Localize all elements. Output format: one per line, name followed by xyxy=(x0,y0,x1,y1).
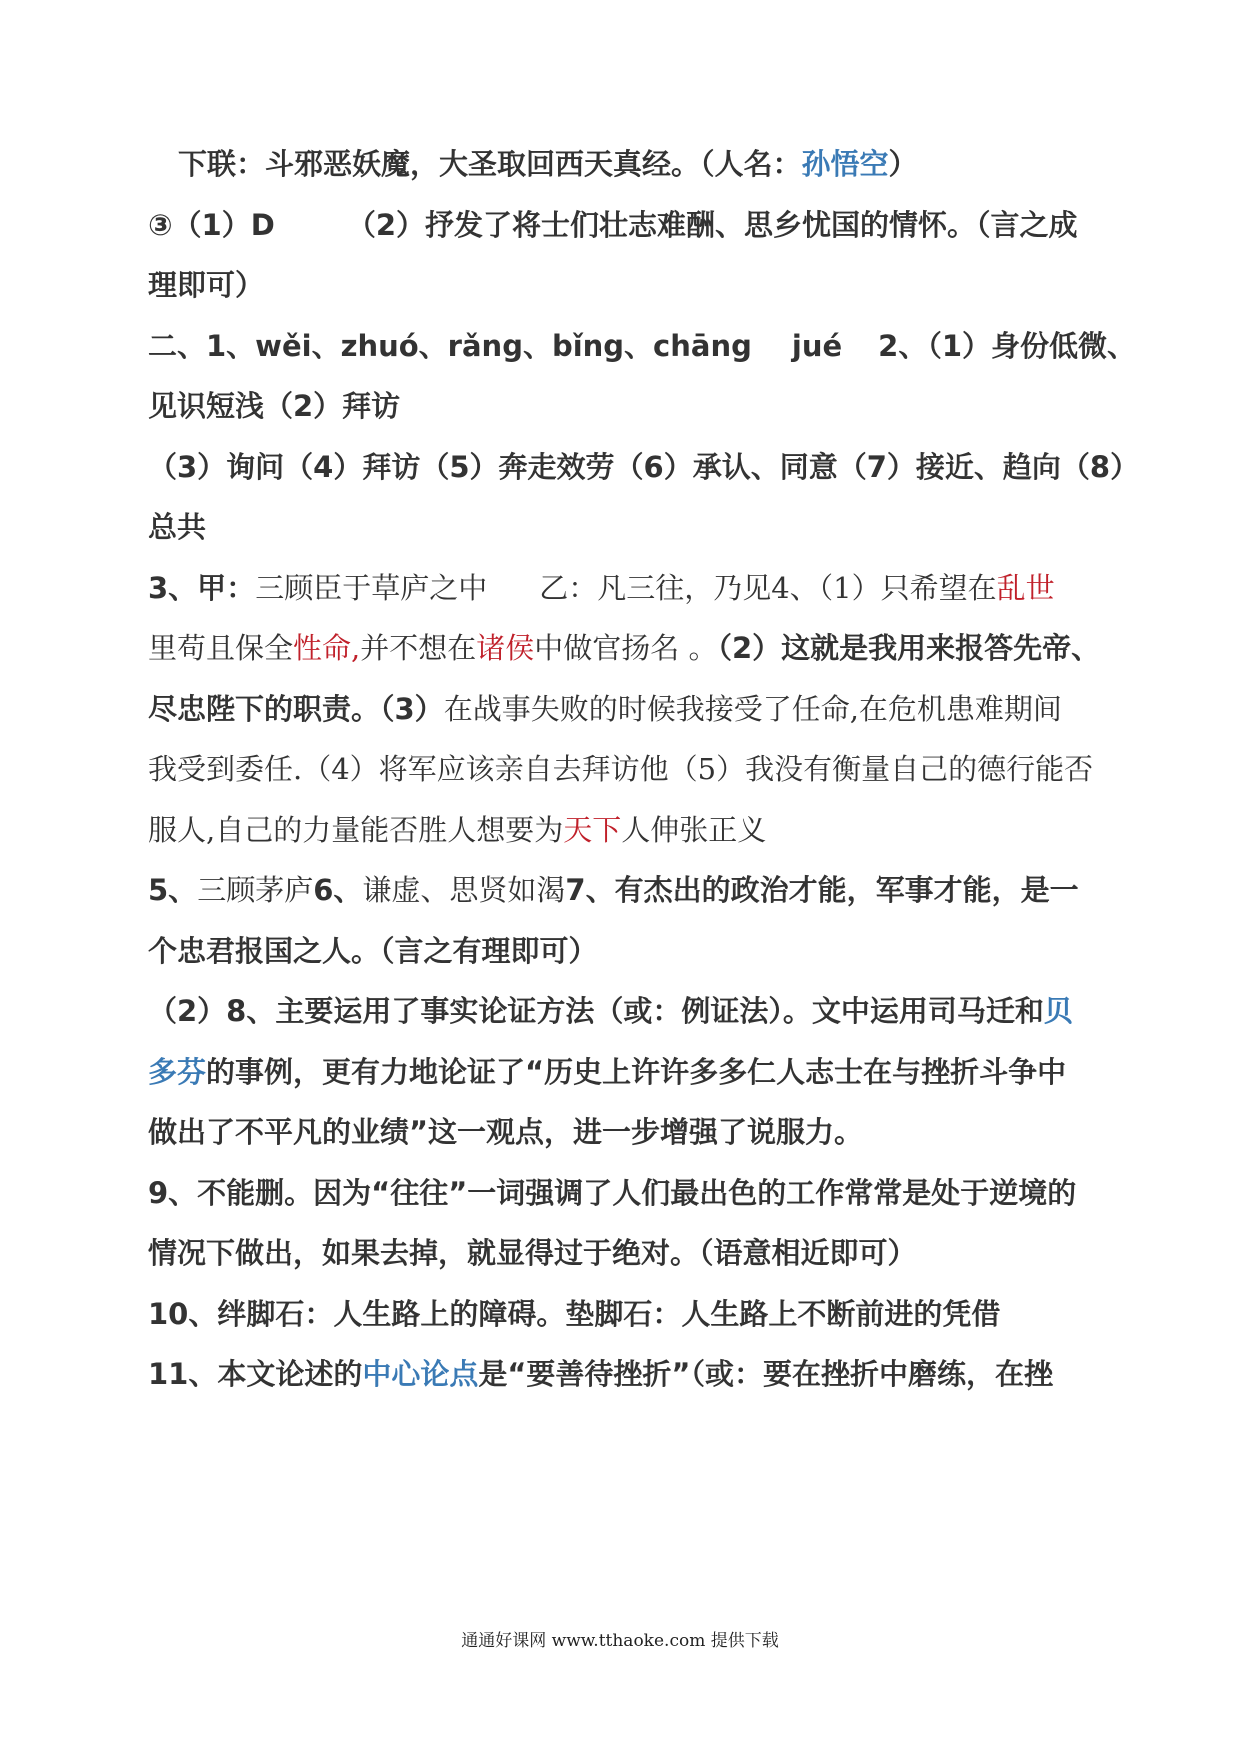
text-segment: （3）询问（4）拜访（5）奔走效劳（6）承认、同意（7）接近、趋向（8） xyxy=(148,450,1140,484)
text-line-9 xyxy=(148,620,1101,676)
text-segment: 我受到委任. xyxy=(148,752,303,786)
text-segment: （2）8、主要运用了事实论证方法（或：例证法）。文中运用司马迁和 xyxy=(148,994,1044,1028)
text-segment: 里苟且保全 xyxy=(148,631,294,665)
text-segment: 并不想在 xyxy=(360,631,477,665)
text-segment: 尽忠陛下的职责。（3） xyxy=(148,692,444,726)
text-segment: 2、（1）身份低微、 xyxy=(878,329,1136,363)
text-segment: 下联：斗邪恶妖魔，大圣取回西天真经。（人名： xyxy=(178,147,802,181)
text-segment: 二、1、wěi、zhuó、rǎng、bǐng、chāng xyxy=(148,329,752,363)
text-segment: jué xyxy=(791,329,843,363)
text-segment: ③（1）D xyxy=(148,208,275,242)
text-line-14 xyxy=(148,923,1098,979)
highlight-tianxia: 天下 xyxy=(563,813,622,847)
text-line-7 xyxy=(148,499,1098,555)
text-line-20 xyxy=(148,1286,1098,1342)
highlight-beiduofen-end: 多芬 xyxy=(148,1055,207,1089)
text-segment: 做出了不平凡的业绩”这一观点，进一步增强了说服力。 xyxy=(148,1115,864,1149)
highlight-beiduofen-start: 贝 xyxy=(1043,994,1073,1028)
text-segment: 在战事失败的时候我接受了任命,在危机患难期间 xyxy=(443,692,1062,726)
text-segment: （2）抒发了将士们壮志难酬、思乡忧国的情怀。（言之成 xyxy=(346,208,1078,242)
text-line-2 xyxy=(148,197,1098,253)
text-segment: 6、 xyxy=(313,873,363,907)
text-segment: 个忠君报国之人。（言之有理即可） xyxy=(148,934,598,968)
text-segment: 理即可） xyxy=(148,268,265,302)
text-line-18 xyxy=(148,1165,1098,1221)
text-segment: 情况下做出，如果去掉，就显得过于绝对。（语意相近即可） xyxy=(148,1236,917,1270)
text-segment: 只希望在 xyxy=(880,571,997,605)
text-line-8 xyxy=(148,560,1098,616)
text-line-4 xyxy=(148,318,1136,374)
highlight-luanshi: 乱世 xyxy=(996,571,1055,605)
text-segment: 10、绊脚石：人生路上的障碍。垫脚石：人生路上不断前进的凭借 xyxy=(148,1297,1001,1331)
text-line-21 xyxy=(148,1346,1098,1402)
text-line-10 xyxy=(148,681,1098,737)
text-line-5 xyxy=(148,378,1098,434)
text-line-15 xyxy=(148,983,1098,1039)
text-line-11 xyxy=(148,741,1098,797)
text-segment: 三顾茅庐 xyxy=(197,873,314,907)
highlight-zhuhou: 诸侯 xyxy=(476,631,535,665)
text-segment: 4、（1） xyxy=(771,571,881,605)
page-footer: 通通好课网 www.tthaoke.com 提供下载 xyxy=(461,1631,779,1651)
text-segment: 乙：凡三往，乃见 xyxy=(539,571,772,605)
text-segment: 谦虚、思贤如渴 xyxy=(362,873,566,907)
text-segment: 5、 xyxy=(148,873,198,907)
highlight-name-sunwukong: 孙悟空 xyxy=(801,147,889,181)
text-line-19 xyxy=(148,1225,1098,1281)
text-segment: 的事例，更有力地论证了“历史上许许多多仁人志士在与挫折斗争中 xyxy=(206,1055,1067,1089)
text-segment: 服人,自己的力量能否胜人想要为 xyxy=(148,813,564,847)
text-segment: 中做官扬名 。 xyxy=(534,631,718,665)
text-segment: ） xyxy=(888,147,918,181)
text-segment: （4）将军应该亲自去拜访他（5）我没有衡量自己的德行能否 xyxy=(302,752,1094,786)
text-line-3 xyxy=(148,257,1098,313)
text-segment: 9、不能删。因为“往往”一词强调了人们最出色的工作常常是处于逆境的 xyxy=(148,1176,1077,1210)
text-line-1 xyxy=(178,136,1128,192)
highlight-zhongxinlundian: 中心论点 xyxy=(362,1357,479,1391)
text-line-13 xyxy=(148,862,1098,918)
text-segment: 三顾臣于草庐之中 xyxy=(255,571,488,605)
text-segment: 是“要善待挫折”（或：要在挫折中磨练，在挫 xyxy=(478,1357,1053,1391)
text-line-16 xyxy=(148,1044,1098,1100)
text-line-17 xyxy=(148,1104,1098,1160)
text-segment: 7、有杰出的政治才能，军事才能，是一 xyxy=(565,873,1079,907)
text-segment: 总共 xyxy=(148,510,207,544)
text-segment: （2）这就是我用来报答先帝、 xyxy=(717,631,1101,665)
text-line-6 xyxy=(148,439,1140,495)
highlight-xingming: 性命, xyxy=(293,631,361,665)
text-line-12 xyxy=(148,802,1098,858)
text-segment: 人伸张正义 xyxy=(621,813,767,847)
text-segment: 见识短浅（2）拜访 xyxy=(148,389,401,423)
text-segment: 11、本文论述的 xyxy=(148,1357,363,1391)
text-segment: 3、甲： xyxy=(148,571,256,605)
